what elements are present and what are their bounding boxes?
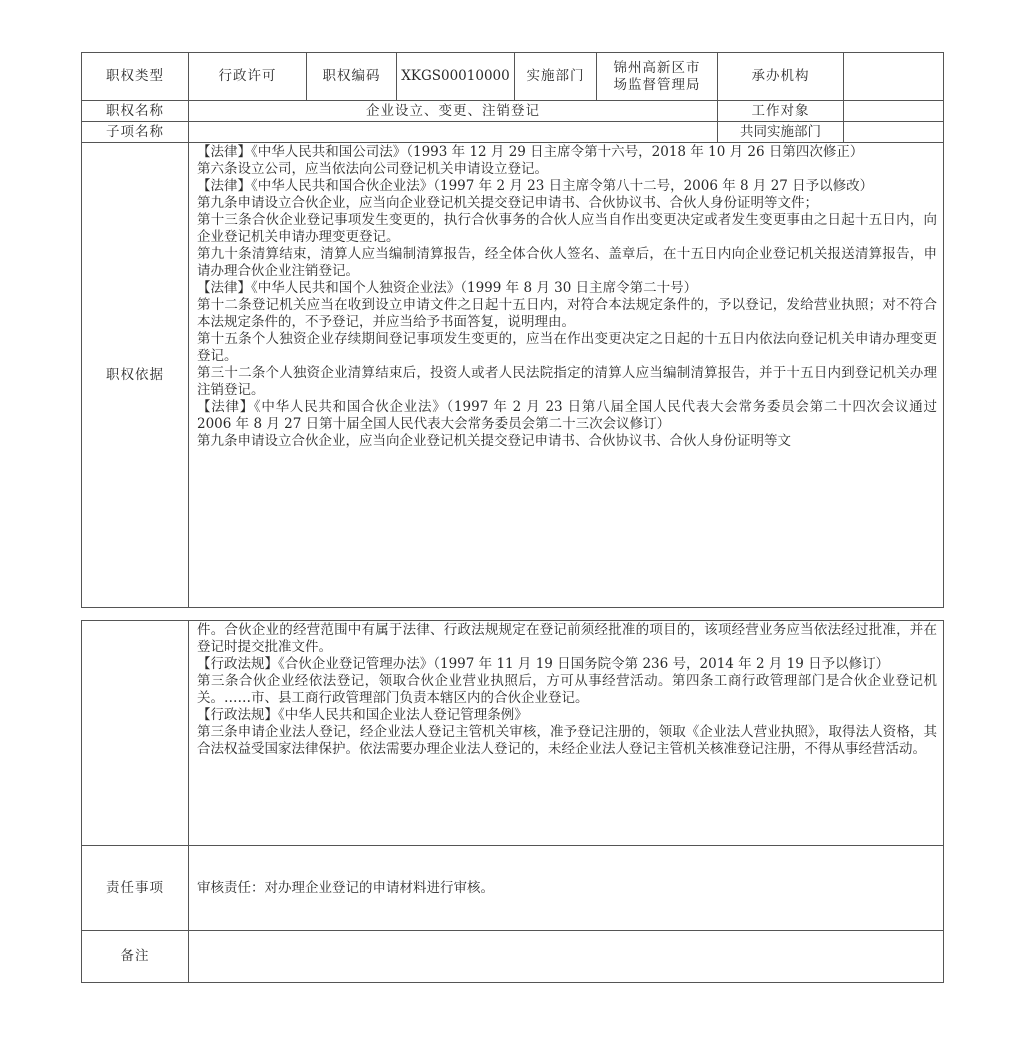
basis-paragraph: 第十三条合伙企业登记事项发生变更的，执行合伙事务的合伙人应当自作出变更决定或者发生变更事由之日起十五日内，向企业登记机关申请办理变更登记。 [197,212,937,245]
basis-paragraph: 【行政法规】《中华人民共和国企业法人登记管理条例》 [197,707,528,723]
basis-paragraph: 第九十条清算结束，清算人应当编制清算报告，经全体合伙人签名、盖章后，在十五日内向企业登记机关报送清算报告，申请办理合伙企业注销登记。 [197,246,937,279]
dept-value-line1: 锦州高新区市 [613,59,701,76]
authority-code-value: XKGS00010000 [397,53,515,101]
basis-paragraph: 件。合伙企业的经营范围中有属于法律、行政法规规定在登记前须经批准的项目的，该项经营业务应当依法经过批准，并在登记时提交批准文件。 [197,622,937,655]
dept-value-line2: 场监督管理局 [613,76,701,93]
label-authority-basis: 职权依据 [82,143,189,608]
basis-paragraph: 【法律】《中华人民共和国个人独资企业法》（1999 年 8 月 30 日主席令第二十号） [197,280,698,296]
authority-name-value: 企业设立、变更、注销登记 [189,101,718,122]
authority-table-page2 [81,620,944,983]
label-joint-dept: 共同实施部门 [718,122,844,143]
label-work-target: 工作对象 [718,101,844,122]
basis-paragraph: 第三条申请企业法人登记，经企业法人登记主管机关审核，准予登记注册的，领取《企业法人营业执照》，取得法人资格，其合法权益受国家法律保护。依法需要办理企业法人登记的，未经企业法人登记主管机关核准登记注册，不得从事经营活动。 [197,724,937,757]
responsibility-value: 审核责任：对办理企业登记的申请材料进行审核。 [189,846,944,931]
label-authority-basis-continued [82,621,189,846]
basis-paragraph: 第十五条个人独资企业存续期间登记事项发生变更的，应当在作出变更决定之日起的十五日内依法向登记机关申请办理变更登记。 [197,331,937,364]
authority-basis-text-page1 [189,143,944,608]
basis-paragraph: 【法律】《中华人民共和国公司法》（1993 年 12 月 29 日主席令第十六号，2018 年 10 月 26 日第四次修正） [197,144,864,160]
basis-paragraph: 第九条申请设立合伙企业，应当向企业登记机关提交登记申请书、合伙协议书、合伙人身份证明等文 [197,433,791,449]
label-sub-item-name: 子项名称 [82,122,189,143]
authority-type-value: 行政许可 [189,53,307,101]
remarks-value [189,931,944,983]
basis-paragraph: 第三十二条个人独资企业清算结束后，投资人或者人民法院指定的清算人应当编制清算报告，并于十五日内到登记机关办理注销登记。 [197,365,937,398]
basis-paragraph: 第九条申请设立合伙企业，应当向企业登记机关提交登记申请书、合伙协议书、合伙人身份证明等文件； [197,195,818,211]
basis-paragraph: 第十二条登记机关应当在收到设立申请文件之日起十五日内，对符合本法规定条件的，予以登记，发给营业执照；对不符合本法规定条件的，不予登记，并应当给予书面答复，说明理由。 [197,297,937,330]
basis-paragraph: 第六条设立公司，应当依法向公司登记机关申请设立登记。 [197,161,548,177]
work-target-value [844,101,944,122]
implementing-dept-value [597,53,718,101]
label-responsibility: 责任事项 [82,846,189,931]
basis-paragraph: 第三条合伙企业经依法登记，领取合伙企业营业执照后，方可从事经营活动。第四条工商行政管理部门是合伙企业登记机关。……市、县工商行政管理部门负责本辖区内的合伙企业登记。 [197,673,937,706]
sub-item-name-value [189,122,718,143]
label-authority-type: 职权类型 [82,53,189,101]
label-authority-code: 职权编码 [307,53,397,101]
authority-table-page1 [81,52,944,608]
label-authority-name: 职权名称 [82,101,189,122]
label-implementing-dept: 实施部门 [515,53,597,101]
authority-basis-text-page2 [189,621,944,846]
basis-paragraph: 【法律】《中华人民共和国合伙企业法》（1997 年 2 月 23 日第八届全国人民代表大会常务委员会第二十四次会议通过 2006 年 8 月 27 日第十届全国人民代表大会常务委员会第二十三次会议修订） [197,399,937,432]
label-undertaking-org: 承办机构 [718,53,844,101]
basis-paragraph: 【行政法规】《合伙企业登记管理办法》（1997 年 11 月 19 日国务院令第 236 号，2014 年 2 月 19 日予以修订） [197,656,890,672]
label-remarks: 备注 [82,931,189,983]
undertaking-org-value [844,53,944,101]
basis-paragraph: 【法律】《中华人民共和国合伙企业法》（1997 年 2 月 23 日主席令第八十二号，2006 年 8 月 27 日予以修改） [197,178,874,194]
joint-dept-value [844,122,944,143]
